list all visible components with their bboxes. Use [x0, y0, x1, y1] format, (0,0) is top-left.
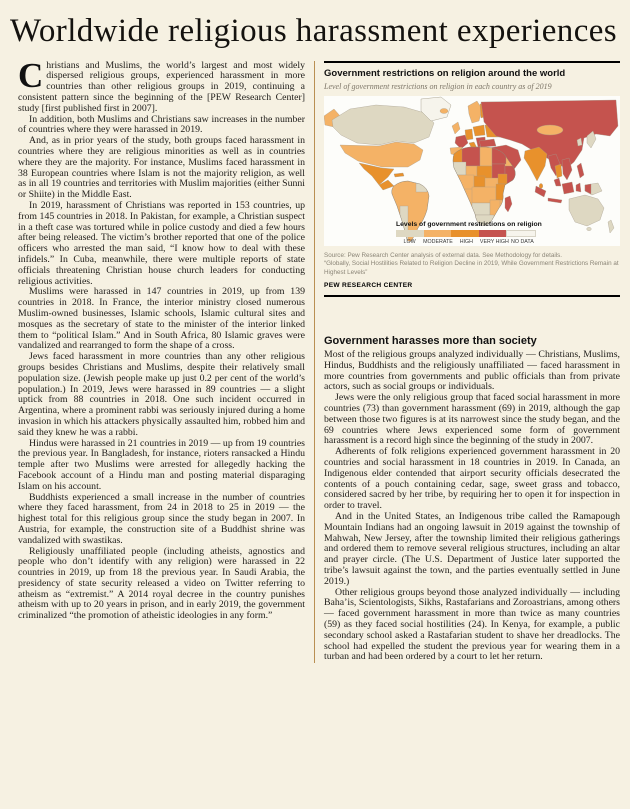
legend-swatch-no-data: [506, 230, 536, 237]
legend-label-very-high: VERY HIGH: [479, 238, 509, 245]
body-paragraph: And, as in prior years of the study, both groups faced harassment in countries where they are religious minorities as well as in countries where they are the majority. For instance, Muslims faced harassment in 38 European countries where Islam is not the majority religion, as well as in all 19 countries and territories with Muslim majorities (either Sunni or Shiite) in the Middle East.: [18, 135, 305, 201]
body-paragraph: In 2019, harassment of Christians was reported in 153 countries, up from 145 countries in 2018. In Pakistan, for example, a Christian suspect in a theft case was tortured while in police custody and died a few hours after being released. The victim’s brother reported that one of the police officers who arrested the man said, “I know how to deal with these infidels.” In Cuba, meanwhile, there were multiple reports of state officials threatening Christian house church leaders for conducting religious activities.: [18, 200, 305, 287]
body-paragraph: In addition, both Muslims and Christians saw increases in the number of countries where they were harassed in 2019.: [18, 113, 305, 136]
legend-swatch-low: [396, 230, 424, 237]
chart-source-notes: [324, 252, 620, 278]
source-note: Source: Pew Research Center analysis of external data. See Methodology for details.: [324, 251, 563, 259]
legend-color-bar: [396, 230, 536, 237]
legend-label-high: HIGH: [459, 238, 473, 245]
legend-title: Levels of government restrictions on religion: [396, 220, 542, 228]
body-paragraph: Hindus were harassed in 21 countries in 2019 — up from 19 countries the previous year. In Bangladesh, for instance, rioters ransacked a Hindu temple after two Muslims were arrested for allegedly hacking the Facebook account of a Hindu man and posting material disparaging Islam on his account.: [18, 437, 305, 492]
body-paragraph: Other religious groups beyond those analyzed individually — including Baha’is, Scientologists, Sikhs, Rastafarians and Zoroastrians, among others — faced government harassment in more than twice as many countries (59) as they faced social hostilities (24). In Kenya, for example, a public secondary school asked a Rastafarian student to shave her dreadlocks. The school had expelled the student the previous year for wearing them in a turban and had been ordered by a court to let her return.: [324, 586, 620, 663]
body-paragraph: Most of the religious groups analyzed individually — Christians, Muslims, Hindus, Buddhists and the religiously unaffiliated — faced harassment in more countries from governments and public officials than from private actors, such as social groups or individuals.: [324, 349, 620, 393]
section-heading: Government harasses more than society: [324, 335, 537, 348]
body-paragraph: And in the United States, an Indigenous tribe called the Ramapough Mountain Indians had an ongoing lawsuit in 2019 against the township of Mahwah, New Jersey, after the township limited their religious gatherings and ordered them to remove several religious structures, including an altar and prayer circle. (The U.S. Department of Justice later supported the tribe’s lawsuit against the town, and the parties eventually settled in June 2019.): [324, 511, 620, 587]
chart-bottom-rule: [324, 295, 620, 297]
lead-paragraph: [18, 55, 305, 115]
map-chart-figure: [324, 61, 620, 297]
map-legend: [396, 220, 542, 245]
body-paragraph: Jews were the only religious group that faced social harassment in more countries (73) than government harassment (69) in 2019, although the gap between those two figures is at its narrowest since the study began, and the 69 countries where Jews experienced some form of government harassment is a record high since the beginning of the study in 2007.: [324, 392, 620, 447]
legend-swatch-very-high: [479, 230, 507, 237]
world-choropleth-map: [324, 96, 620, 246]
page-title: Worldwide religious harassment experiences: [10, 13, 618, 49]
study-title-note: “Globally, Social Hostilities Related to Religion Decline in 2019, While Government Restrictions Remain at Highest Levels”: [324, 260, 619, 277]
chart-top-rule: [324, 61, 620, 63]
body-paragraph: Jews faced harassment in more countries than any other religious groups besides Christians and Muslims, despite their relatively small population size. (Jewish people make up just 0.2 per cent of the world’s population.) In 2019, Jews were harassed in 89 countries — a slight uptick from 88 countries in 2018. One such incident occurred in Argentina, where a prominent rabbi was seriously injured during a home invasion in which his attackers physically assaulted him, robbed him and said they knew he was a rabbi.: [18, 351, 305, 438]
pew-research-center-brand: PEW RESEARCH CENTER: [324, 282, 413, 290]
legend-labels: [396, 239, 536, 245]
body-paragraph: Religiously unaffiliated people (including atheists, agnostics and people who don’t identify with any religion) were harassed in 22 countries in 2019, up from 18 the previous year. In Saudi Arabia, the presidency of state security released a video on Twitter referring to atheism as “extremist.” A 2014 royal decree in the country punishes atheism with up to 20 years in prison, and in early 2019, the government criminalized “the promotion of atheistic ideologies in any form.”: [18, 545, 305, 622]
right-column: [315, 59, 620, 664]
legend-swatch-high: [451, 230, 479, 237]
drop-cap: C: [18, 55, 44, 95]
left-column: [10, 55, 314, 664]
chart-subtitle: Level of government restrictions on religion in each country as of 2019: [324, 81, 552, 91]
legend-label-moderate: MODERATE: [423, 238, 453, 245]
body-paragraph: Buddhists experienced a small increase in the number of countries where they faced harassment, from 24 in 2018 to 25 in 2019 — the highest total for this religious group since the study began in 2007. In Austria, for example, the construction site of a Buddhist shrine was vandalized with swastikas.: [18, 491, 305, 546]
legend-label-low: LOW: [403, 238, 416, 245]
chart-title: Government restrictions on religion around the world: [324, 67, 566, 79]
lead-paragraph-text: hristians and Muslims, the world’s largest and most widely dispersed religious groups, experienced harassment in more countries than other religious groups in 2019, continuing a consistent pattern since the beginning of the [PEW Research Center] study [first published first in 2007].: [18, 59, 305, 114]
legend-swatch-moderate: [424, 230, 452, 237]
body-paragraph: Adherents of folk religions experienced government harassment in 20 countries and social harassment in 18 countries in 2019. In Canada, an Indigenous elder contended that airport security officials desecrated the contents of a pouch containing cedar, sage, sweet grass and tobacco, considered sacred by her tribe, by requiring her to open it for inspection in order to travel.: [324, 446, 620, 512]
legend-label-no-data: NO DATA: [511, 238, 534, 245]
two-column-layout: [10, 55, 620, 664]
body-paragraph: Muslims were harassed in 147 countries in 2019, up from 139 countries in 2018. In France, the interior ministry closed numerous Muslim-owned businesses, Islamic schools, Islamic cultural sites and mosques as the secretary of state to the minister of the interior linked them to “political Islam.” And in South Africa, 80 Islamic graves were vandalized and rearranged to form the shape of a cross.: [18, 286, 305, 352]
